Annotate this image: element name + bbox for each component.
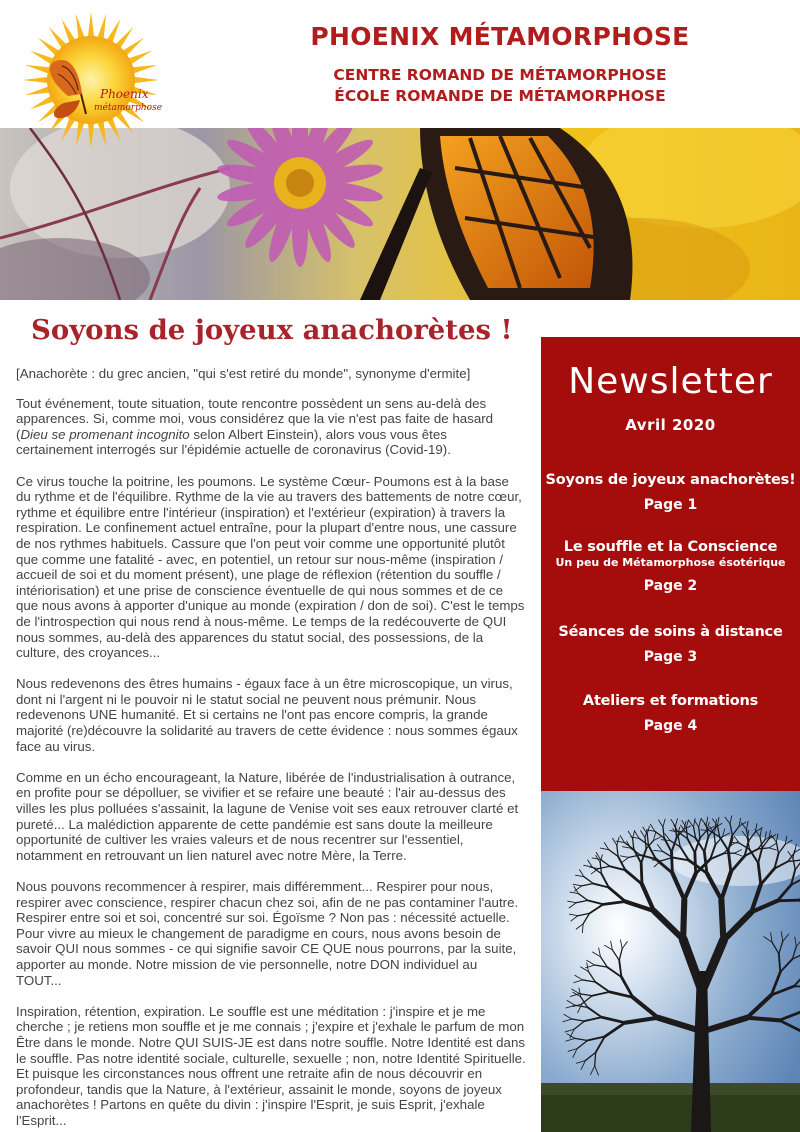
article-paragraph-1 bbox=[16, 396, 526, 458]
page-header bbox=[0, 0, 800, 128]
article-paragraph-6: Inspiration, rétention, expiration. Le souffle est une méditation : j'inspire et je me cherche ; je retiens mon souffle et je me connais ; j'expire et j'exhale le parfum de mon Être dans le monde. Notre QUI SUIS-JE est dans notre souffle. Notre Identité est dans le souffle. Pas notre identité sociale, culturelle, sexuelle ; non, notre Identité Spirituelle. Et puisque les circonstances nous offrent une retraite afin de nous découvrir en profondeur, tandis que la Nature, à l'extérieur, assainit le monde, soyons de joyeux anachorètes ! Partons en quête du divin : j'inspire l'Esprit, je suis Esprit, j'exhale l'Esprit... bbox=[16, 1003, 526, 1128]
paragraph-1-head: Tout événement, toute situation, toute rencontre possèdent un sens au-delà des apparences. Si, comme moi, vous considérez que la vie n'est pas faite de hasard ( bbox=[16, 395, 494, 442]
article-paragraph-5: Nous pouvons recommencer à respirer, mais différemment... Respirer pour nous, respirer avec conscience, respirer chacun chez soi, afin de ne pas contaminer l'autre. Respirer entre soi et soi, concentré sur soi. Égoïsme ? Non pas : nécessité actuelle. Pour vivre au mieux le changement de paradigme en cours, nous avons besoin de savoir QUI nous sommes - ce qui signifie savoir CE QUE nous pourrons, par la suite, apporter au monde. Notre mission de vie personnelle, notre DON individuel au TOUT... bbox=[16, 879, 519, 988]
tree-photo bbox=[541, 791, 800, 1132]
article-intro: [Anachorète : du grec ancien, "qui s'est retiré du monde", synonyme d'ermite] bbox=[16, 366, 471, 381]
brand-block bbox=[250, 22, 750, 107]
phoenix-logo bbox=[16, 8, 166, 158]
einstein-quote: Dieu se promenant incognito bbox=[20, 426, 190, 442]
toc-item-page: Page 3 bbox=[643, 649, 698, 665]
toc-item-3[interactable] bbox=[541, 624, 800, 665]
newsletter-title: Newsletter bbox=[568, 361, 773, 402]
brand-title: PHOENIX MÉTAMORPHOSE bbox=[310, 22, 690, 51]
toc-item-title: Ateliers et formations bbox=[582, 693, 759, 709]
toc-item-title: Séances de soins à distance bbox=[558, 624, 783, 640]
toc-item-page: Page 1 bbox=[643, 497, 698, 513]
logo-text-1: Phoenix bbox=[100, 87, 149, 101]
table-of-contents bbox=[541, 472, 800, 734]
newsletter-date: Avril 2020 bbox=[625, 416, 716, 434]
toc-item-title: Soyons de joyeux anachorètes! bbox=[545, 472, 796, 488]
article-paragraph-4: Comme en un écho encourageant, la Nature, libérée de l'industrialisation à outrance, en profite pour se dépolluer, se vivifier et se refaire une beauté : l'air au-dessus des villes les plus polluées s'assainit, la lagune de Venise voit ses eaux retrouver clarté et pureté... La malédiction apparente de cette pandémie est sans doute la meilleure opportunité de cultiver les vraies valeurs et de nous recentrer sur l'essentiel, notamment en retrouvant un lien naturel avec notre Mère, la Terre. bbox=[16, 769, 519, 863]
brand-subtitle-1: CENTRE ROMAND DE MÉTAMORPHOSE bbox=[333, 66, 667, 84]
toc-item-subtitle: Un peu de Métamorphose ésotérique bbox=[555, 556, 786, 569]
newsletter-panel bbox=[541, 337, 800, 791]
brand-subtitle-2: ÉCOLE ROMANDE DE MÉTAMORPHOSE bbox=[334, 87, 666, 105]
logo-text-2: métamorphose bbox=[94, 103, 163, 113]
toc-item-title: Le souffle et la Conscience bbox=[563, 539, 778, 555]
toc-item-2[interactable] bbox=[541, 539, 800, 594]
toc-item-4[interactable] bbox=[541, 693, 800, 734]
article-headline: Soyons de joyeux anachorètes ! bbox=[31, 314, 513, 346]
toc-item-page: Page 2 bbox=[643, 578, 698, 594]
toc-item-1[interactable] bbox=[541, 472, 800, 513]
article-body bbox=[16, 366, 526, 1132]
article-paragraph-2: Ce virus touche la poitrine, les poumons. Le système Cœur- Poumons est à la base du rythme et de l'équilibre. Rythme de la vie au travers des battements de notre cœur, rythme et équilibre entre l'intérieur (inspiration) et l'extérieur (expiration) à travers la respiration. Le confinement actuel entraîne, pour la plupart d'entre nous, une cassure de nos rythmes habituels. Cassure que l'on peut voir comme une opportunité plutôt que comme une fatalité - avec, en potentiel, un retour sur nous-même (inspiration / accueil de soi et du moment présent), une plage de réflexion (rétention du souffle / intériorisation) et une prise de conscience éventuelle de qui nous sommes et de ce que nous avons à apporter d'unique au monde (expiration / don de soi). C'est le temps de l'introspection qui nous rend à nous-même. Le temps de la redécouverte de QUI nous sommes, au-delà des apparences du statut social, des possessions, de la culture, des croyances... bbox=[16, 473, 525, 661]
bare-tree-icon bbox=[541, 791, 800, 1132]
paragraph-1-tail: selon Albert Einstein), alors vous vous êtes certainement interrogés sur l'épidémie actuelle de coronavirus (Covid-19). bbox=[16, 426, 451, 458]
toc-item-page: Page 4 bbox=[643, 718, 698, 734]
article-paragraph-3: Nous redevenons des êtres humains - égaux face à un être microscopique, un virus, dont ni l'argent ni le pouvoir ni le statut social ne peuvent nous prémunir. Nous redevenons UNE humanité. Et si certains ne l'ont pas encore compris, la grande majorité (re)découvre la solidarité au travers de cette évidence : nous sommes égaux face au virus. bbox=[16, 676, 518, 754]
sun-butterfly-icon bbox=[16, 8, 166, 158]
